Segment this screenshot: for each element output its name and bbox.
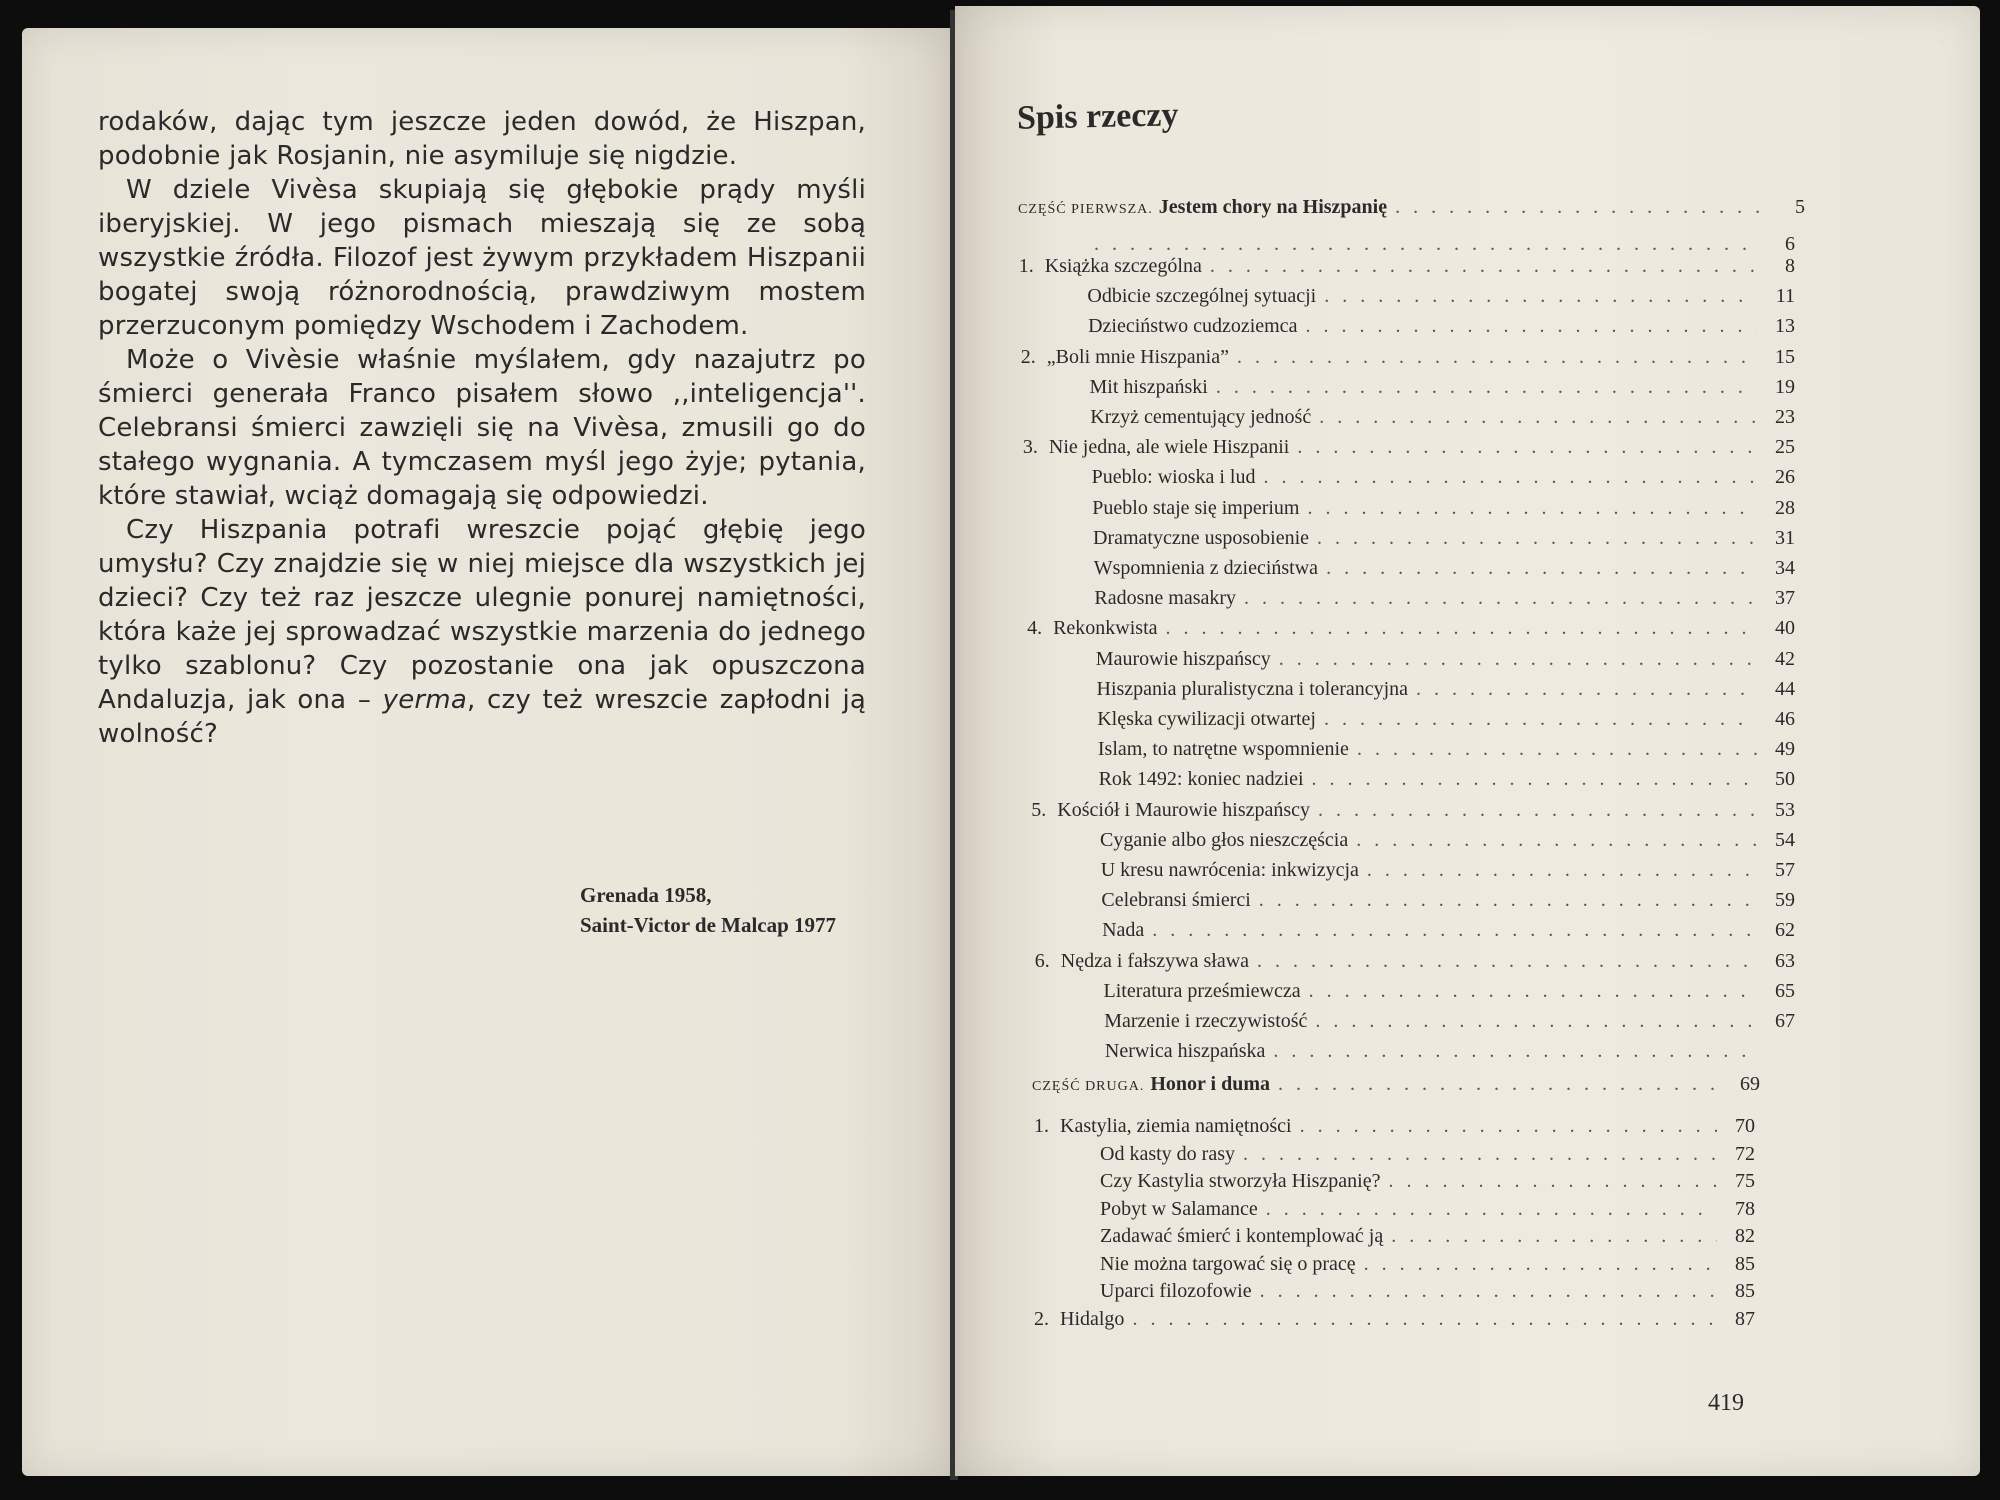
toc-entry-title: Od kasty do rasy bbox=[1100, 1142, 1235, 1165]
toc-entry bbox=[1035, 950, 1795, 976]
toc-page-number: 78 bbox=[1735, 1197, 1755, 1220]
toc-leader-dots bbox=[1216, 376, 1757, 399]
toc-leader-dots bbox=[1257, 950, 1757, 973]
toc-entry-title: Książka szczególna bbox=[1044, 255, 1202, 277]
toc-entry bbox=[1022, 406, 1795, 432]
toc-entry-number: 5. bbox=[1031, 798, 1047, 821]
toc-entry-title: Dzieciństwo cudzoziemca bbox=[1088, 315, 1298, 338]
toc-entry bbox=[1021, 346, 1795, 372]
toc-page-number: 70 bbox=[1735, 1115, 1755, 1137]
toc-leader-dots bbox=[1356, 829, 1757, 852]
toc-leader-dots bbox=[1244, 587, 1757, 610]
toc-leader-dots bbox=[1367, 859, 1757, 882]
toc-entry bbox=[1023, 436, 1795, 462]
toc-leader-dots bbox=[1152, 919, 1757, 942]
toc-entry bbox=[1024, 497, 1795, 523]
toc-entry-title: Uparci filozofowie bbox=[1100, 1280, 1252, 1302]
toc-entry bbox=[1036, 1010, 1795, 1036]
toc-leader-dots bbox=[1312, 768, 1757, 791]
toc-entry-title: Marzenie i rzeczywistość bbox=[1104, 1010, 1308, 1032]
toc-entry bbox=[1026, 587, 1795, 613]
paragraph-3: Może o Vivèsie właśnie myślałem, gdy nazajutrz po śmierci generała Franco pisałem słowo ,,inteligencja''. Celebransi śmierci zawzięli się na Vivèsa, zmusili go do stałego wygnania. A tymczasem myśl jego żyje; pytania, które stawiał, wciąż domagają się odpowiedzi. bbox=[98, 345, 866, 511]
toc-entry bbox=[1024, 466, 1795, 492]
toc-page-number: 46 bbox=[1774, 708, 1795, 730]
toc-leader-dots bbox=[1416, 678, 1757, 701]
toc-leader-dots bbox=[1273, 1040, 1757, 1063]
toc-entry-title: Nada bbox=[1102, 919, 1145, 942]
toc-entry bbox=[1027, 617, 1795, 643]
toc-entry bbox=[1033, 889, 1795, 915]
toc-page-number: 85 bbox=[1735, 1280, 1755, 1302]
toc-page-number: 62 bbox=[1774, 919, 1795, 942]
toc-entry bbox=[1028, 648, 1795, 674]
toc-leader-dots bbox=[1315, 1010, 1757, 1033]
toc-leader-dots bbox=[1266, 1198, 1717, 1221]
toc-leader-dots bbox=[1263, 466, 1757, 489]
toc-entry-title: Dramatyczne usposobienie bbox=[1093, 526, 1310, 549]
toc-page-number: 82 bbox=[1735, 1225, 1755, 1247]
toc-entry bbox=[1036, 980, 1796, 1006]
toc-page-number: 40 bbox=[1774, 617, 1795, 640]
toc-entry bbox=[1029, 708, 1795, 734]
toc-page-number: 15 bbox=[1774, 345, 1795, 368]
toc-page-number: 50 bbox=[1774, 768, 1795, 791]
toc-title: Spis rzeczy bbox=[1016, 96, 1179, 137]
toc-page-number: 49 bbox=[1774, 738, 1795, 761]
page-number: 419 bbox=[1708, 1390, 1744, 1416]
toc-leader-dots bbox=[1317, 527, 1757, 550]
toc-entry-title: Literatura prześmiewcza bbox=[1103, 979, 1301, 1002]
toc-entry-title: Pueblo staje się imperium bbox=[1092, 496, 1300, 519]
toc-leader-dots bbox=[1279, 648, 1757, 671]
toc-page-number: 75 bbox=[1735, 1170, 1755, 1192]
toc-entry-title: Maurowie hiszpańscy bbox=[1095, 647, 1271, 670]
toc-page-number: 67 bbox=[1774, 1010, 1795, 1032]
toc-leader-dots bbox=[1391, 1225, 1717, 1248]
toc-leader-dots bbox=[1243, 1143, 1717, 1166]
toc-page-number: 26 bbox=[1774, 466, 1795, 489]
toc-entry-title: Zadawać śmierć i kontemplować ją bbox=[1100, 1225, 1384, 1247]
toc-entry bbox=[1019, 285, 1795, 311]
toc-leader-dots bbox=[1364, 1253, 1717, 1276]
toc-leader-dots bbox=[1388, 1170, 1717, 1193]
toc-entry-title: Hiszpania pluralistyczna i tolerancyjna bbox=[1096, 677, 1409, 700]
toc-entry-title: Wspomnienia z dzieciństwa bbox=[1093, 557, 1319, 579]
toc-entry bbox=[1034, 1115, 1755, 1141]
toc-leader-dots bbox=[1326, 557, 1757, 580]
toc-entry-title: Pueblo: wioska i lud bbox=[1091, 466, 1256, 489]
toc-entry-title: „Boli mnie Hiszpania” bbox=[1046, 345, 1229, 368]
toc-page-number: 53 bbox=[1774, 798, 1795, 821]
toc-entry-number: 1. bbox=[1034, 1115, 1049, 1137]
toc-entry-title: Klęska cywilizacji otwartej bbox=[1097, 708, 1316, 730]
toc-leader-dots bbox=[1324, 708, 1757, 731]
toc-leader-dots bbox=[1210, 255, 1757, 278]
toc-leader-dots bbox=[1297, 436, 1757, 459]
toc-entry-title: Nie można targować się o pracę bbox=[1100, 1252, 1356, 1275]
toc-entry-title: Rok 1492: koniec nadziei bbox=[1098, 768, 1304, 791]
toc-page-number: 23 bbox=[1774, 406, 1795, 428]
signature-place-date-2: Saint-Victor de Malcap 1977 bbox=[580, 913, 837, 937]
toc-entry-title: Celebransi śmierci bbox=[1101, 889, 1251, 912]
toc-page-number: 63 bbox=[1774, 949, 1795, 972]
toc-entry bbox=[1031, 799, 1795, 825]
toc-page-number: 72 bbox=[1735, 1142, 1755, 1165]
toc-page-number: 65 bbox=[1775, 979, 1795, 1002]
toc-leader-dots bbox=[1305, 315, 1757, 338]
toc-page-number: 59 bbox=[1774, 889, 1795, 912]
toc-page-number: 13 bbox=[1774, 315, 1795, 338]
toc-page-number: 5 bbox=[1795, 196, 1805, 218]
toc-entry-title: Kastylia, ziemia namiętności bbox=[1060, 1115, 1292, 1137]
toc-leader-dots bbox=[1237, 346, 1757, 369]
toc-leader-dots bbox=[1259, 889, 1757, 912]
toc-entry bbox=[1029, 678, 1796, 704]
paragraph-2: W dziele Vivèsa skupiają się głębokie prądy myśli iberyjskiej. W jego pismach mieszają się ze sobą wszystkie źródła. Filozof jest żywym przykładem Hiszpanii bogatej swoją różnorodnością, prawdziwym mostem przerzuconym pomiędzy Wschodem i Zachodem. bbox=[98, 175, 866, 341]
toc-entry-title: Radosne masakry bbox=[1094, 587, 1237, 610]
toc-entry-title: Czy Kastylia stworzyła Hiszpanię? bbox=[1100, 1170, 1381, 1192]
toc-entry-number: 2. bbox=[1034, 1307, 1049, 1330]
toc-entry bbox=[1034, 1198, 1755, 1224]
toc-page-number: 6 bbox=[1785, 233, 1795, 255]
left-page-text bbox=[98, 105, 866, 751]
paragraph-1: rodaków, dając tym jeszcze jeden dowód, że Hiszpan, podobnie jak Rosjanin, nie asymiluje się nigdzie. bbox=[98, 107, 866, 171]
toc-leader-dots bbox=[1166, 617, 1757, 640]
toc-entry bbox=[1025, 527, 1795, 553]
toc-entry-title: Kościół i Maurowie hiszpańscy bbox=[1057, 798, 1311, 821]
toc-page-number: 25 bbox=[1774, 436, 1795, 459]
toc-leader-dots bbox=[1357, 738, 1757, 761]
toc-entry bbox=[1034, 1280, 1755, 1306]
toc-entry-number: 2. bbox=[1020, 345, 1036, 368]
toc-part-heading bbox=[1018, 196, 1805, 222]
toc-entry bbox=[1034, 919, 1795, 945]
toc-entry bbox=[1026, 557, 1795, 583]
toc-leader-dots bbox=[1094, 233, 1757, 256]
toc-entry-title: Nędza i fałszywa sława bbox=[1060, 949, 1250, 972]
toc-part-prefix: CZĘŚĆ DRUGA. bbox=[1032, 1079, 1145, 1094]
toc-entry-title: Krzyż cementujący jedność bbox=[1090, 406, 1312, 428]
toc-entry bbox=[1022, 376, 1796, 402]
signature-block bbox=[580, 880, 870, 940]
toc-entry bbox=[1030, 738, 1795, 764]
toc-page-number: 11 bbox=[1775, 285, 1795, 308]
toc-part-title: Honor i duma bbox=[1150, 1073, 1271, 1095]
toc-entry-number: 3. bbox=[1022, 436, 1038, 459]
toc-leader-dots bbox=[1260, 1280, 1717, 1303]
toc-leader-dots bbox=[1307, 497, 1757, 520]
toc-leader-dots bbox=[1132, 1308, 1717, 1331]
toc-entry-title: Nie jedna, ale wiele Hiszpanii bbox=[1048, 436, 1290, 459]
toc-page-number: 44 bbox=[1775, 677, 1795, 700]
toc-page-number: 69 bbox=[1740, 1073, 1760, 1095]
toc-page-number: 19 bbox=[1775, 375, 1795, 398]
toc-entry-number: 1. bbox=[1018, 255, 1034, 277]
toc-entry-title: Nerwica hiszpańska bbox=[1104, 1040, 1266, 1063]
toc-page-number: 87 bbox=[1735, 1307, 1755, 1330]
toc-part-title: Jestem chory na Hiszpanię bbox=[1158, 196, 1388, 218]
toc-page-number: 8 bbox=[1784, 255, 1795, 277]
toc-entry-title: U kresu nawrócenia: inkwizycja bbox=[1100, 859, 1359, 881]
toc-entry-title: Hidalgo bbox=[1060, 1307, 1125, 1330]
toc-part-prefix: CZĘŚĆ PIERWSZA. bbox=[1018, 202, 1153, 217]
signature-place-date: Grenada 1958, bbox=[580, 883, 712, 907]
toc-entry-title: Rekonkwista bbox=[1053, 617, 1158, 640]
toc-leader-dots bbox=[1395, 196, 1767, 219]
toc-entry bbox=[1020, 315, 1795, 341]
toc-leader-dots bbox=[1324, 285, 1757, 308]
toc-entry bbox=[1034, 1170, 1755, 1196]
toc-leader-dots bbox=[1278, 1073, 1722, 1096]
italic-word: yerma bbox=[382, 685, 467, 715]
paragraph-4: Czy Hiszpania potrafi wreszcie pojąć głębię jego umysłu? Czy znajdzie się w niej miejsce dla wszystkich jej dzieci? Czy też raz jeszcze ulegnie ponurej namiętności, która każe jej sprowadzać wszystkie marzenia do jednego tylko szablonu? Czy pozostanie ona jak opuszczona Andaluzja, jak ona – yerma, czy też wreszcie zapłodni ją wolność? bbox=[98, 515, 866, 749]
toc-page-number: 42 bbox=[1774, 647, 1795, 670]
toc-entry bbox=[1032, 829, 1795, 855]
toc-leader-dots bbox=[1318, 799, 1757, 822]
toc-page-number: 85 bbox=[1735, 1252, 1755, 1275]
toc-page-number: 28 bbox=[1774, 496, 1795, 519]
toc-entry-number: 4. bbox=[1027, 617, 1043, 640]
toc-page-number: 57 bbox=[1774, 859, 1795, 881]
toc-entry bbox=[1037, 1040, 1795, 1066]
toc-entry-title: Islam, to natrętne wspomnienie bbox=[1097, 738, 1349, 761]
toc-entry bbox=[1034, 1308, 1755, 1334]
toc-entry-title: Pobyt w Salamance bbox=[1100, 1197, 1258, 1220]
toc-entry-title: Cyganie albo głos nieszczęścia bbox=[1100, 828, 1349, 851]
toc-entry-number: 6. bbox=[1034, 949, 1050, 972]
toc-entry-title: Mit hiszpański bbox=[1089, 375, 1208, 398]
toc-entry-title: Odbicie szczególnej sytuacji bbox=[1087, 285, 1317, 308]
toc-entry bbox=[1031, 768, 1795, 794]
toc-page-number: 37 bbox=[1774, 587, 1795, 610]
toc-page-number: 34 bbox=[1774, 557, 1795, 579]
toc-entry bbox=[1034, 1225, 1755, 1251]
toc-leader-dots bbox=[1300, 1115, 1717, 1138]
toc-entry bbox=[1019, 255, 1795, 281]
toc-entry bbox=[1034, 1143, 1755, 1169]
toc-leader-dots bbox=[1319, 406, 1757, 429]
toc-part-heading bbox=[1032, 1073, 1760, 1099]
toc-page-number: 54 bbox=[1775, 828, 1795, 851]
toc-leader-dots bbox=[1309, 980, 1757, 1003]
toc-entry bbox=[1033, 859, 1795, 885]
toc-entry bbox=[1034, 1253, 1755, 1279]
toc-page-number: 31 bbox=[1775, 526, 1795, 549]
